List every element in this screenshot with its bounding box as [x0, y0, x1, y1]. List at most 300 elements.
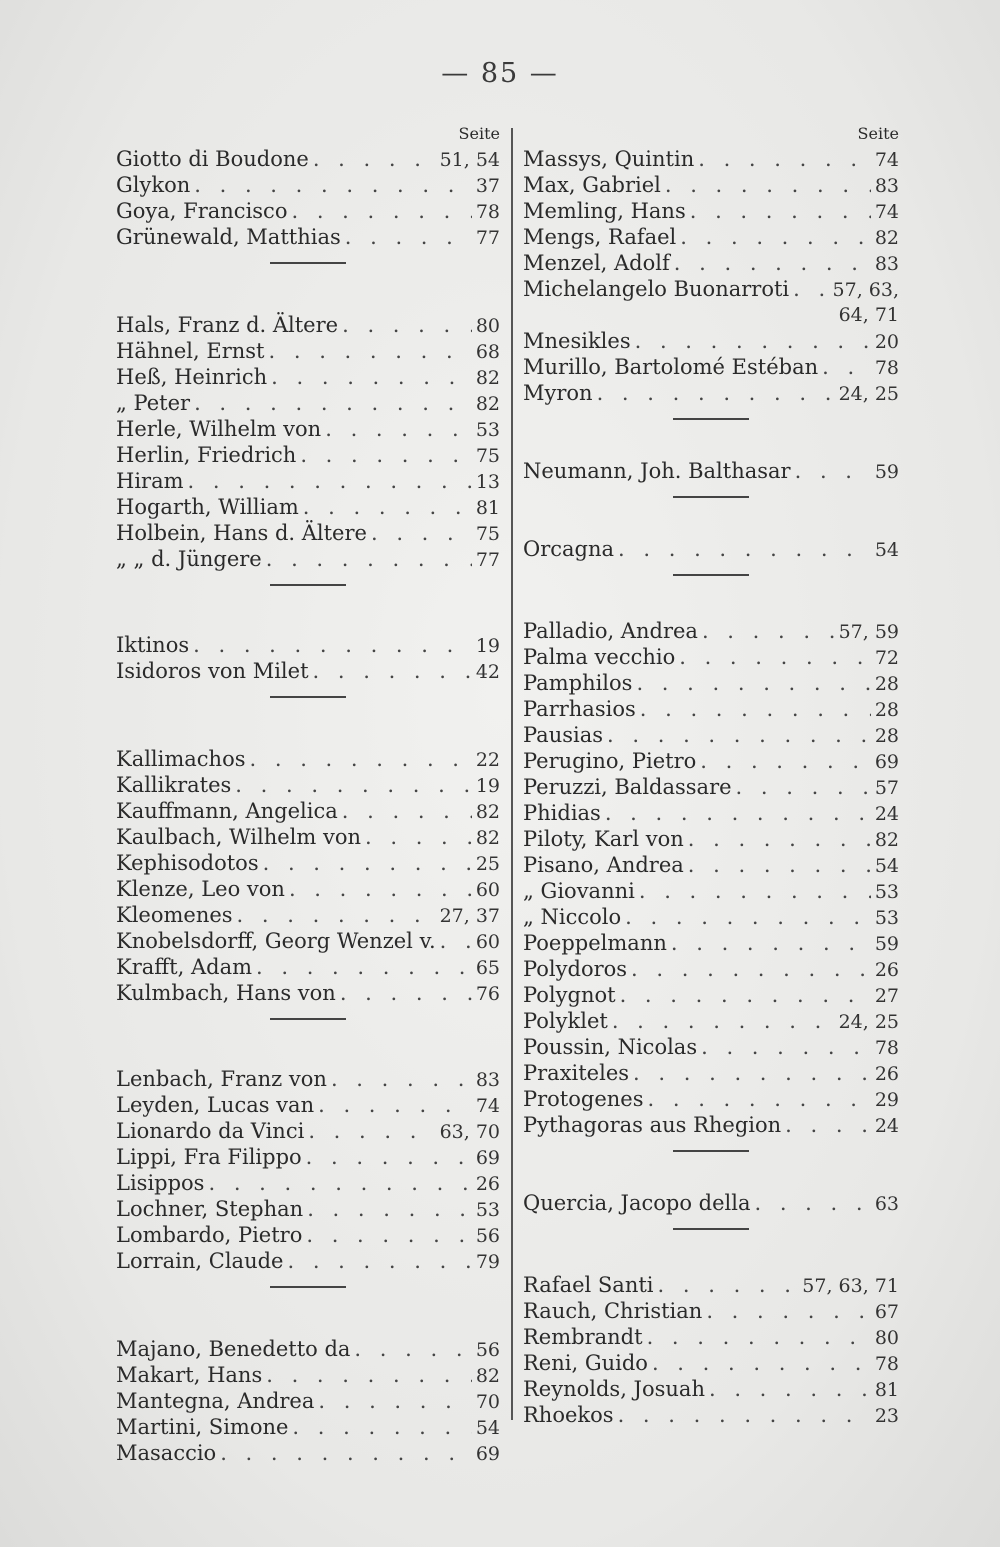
index-entry	[523, 878, 899, 904]
entry-name: Polydoros	[523, 957, 628, 981]
index-entry	[523, 146, 899, 172]
dot-leader	[237, 902, 436, 928]
dot-leader	[625, 904, 871, 930]
dot-leader	[365, 824, 472, 850]
entry-page-numbers: 53	[475, 419, 500, 441]
index-entry	[116, 1066, 500, 1092]
entry-name: Herle, Wilhelm von	[116, 417, 322, 441]
entry-page-numbers: 24	[874, 1115, 899, 1137]
entry-name: „ „ d. Jüngere	[116, 547, 262, 571]
index-entry	[116, 824, 500, 850]
entry-name: Reni, Guido	[523, 1351, 648, 1375]
entry-name: Mnesikles	[523, 329, 631, 353]
dot-leader	[679, 644, 871, 670]
entry-name: Max, Gabriel	[523, 173, 661, 197]
rule-line	[270, 262, 346, 264]
entry-name: Myron	[523, 381, 593, 405]
index-entry	[523, 800, 899, 826]
entry-name: Piloty, Karl von	[523, 827, 684, 851]
entry-page-numbers: 22	[475, 749, 500, 771]
index-column-right	[523, 122, 899, 1428]
dot-leader	[618, 1402, 871, 1428]
index-entry	[523, 644, 899, 670]
index-entry	[523, 328, 899, 354]
entry-page-numbers: 26	[874, 1063, 899, 1085]
entry-page-numbers: 60	[475, 931, 500, 953]
column-header-seite: Seite	[458, 124, 500, 143]
entry-name: Menzel, Adolf	[523, 251, 670, 275]
entry-page-numbers: 28	[874, 699, 899, 721]
entry-name: Rauch, Christian	[523, 1299, 703, 1323]
entry-name: Mantegna, Andrea	[116, 1389, 315, 1413]
rule-line	[270, 1286, 346, 1288]
dot-leader	[371, 520, 472, 546]
index-entry	[116, 1336, 500, 1362]
entry-page-numbers: 59	[874, 933, 899, 955]
entry-page-numbers: 20	[874, 331, 899, 353]
dot-leader	[342, 798, 472, 824]
dot-leader	[698, 146, 871, 172]
index-entry	[116, 172, 500, 198]
rule-line	[673, 496, 749, 498]
dot-leader	[607, 722, 871, 748]
index-entry	[523, 536, 899, 562]
rule-line	[673, 574, 749, 576]
entry-name: „ Niccolo	[523, 905, 622, 929]
section-divider-rule	[523, 562, 899, 618]
entry-name: Isidoros von Milet	[116, 659, 309, 683]
entry-name: „ Peter	[116, 391, 191, 415]
index-section	[523, 1272, 899, 1428]
dot-leader	[690, 198, 871, 224]
entry-page-numbers: 68	[475, 341, 500, 363]
entry-page-numbers: 26	[475, 1173, 500, 1195]
entry-name: Kallikrates	[116, 773, 232, 797]
dot-leader	[620, 982, 871, 1008]
entry-page-numbers: 67	[874, 1301, 899, 1323]
entry-name: Parrhasios	[523, 697, 636, 721]
entry-page-numbers: 79	[475, 1251, 500, 1273]
entry-page-numbers: 19	[475, 635, 500, 657]
index-entry	[116, 1144, 500, 1170]
entry-name: Hogarth, William	[116, 495, 299, 519]
entry-page-numbers: 74	[874, 149, 899, 171]
entry-name: Palladio, Andrea	[523, 619, 698, 643]
section-divider-rule	[523, 484, 899, 536]
dot-leader	[612, 1008, 835, 1034]
entry-page-numbers: 83	[475, 1069, 500, 1091]
index-entry	[523, 904, 899, 930]
dot-leader	[193, 632, 472, 658]
index-entry	[116, 1196, 500, 1222]
entry-name: Quercia, Jacopo della	[523, 1191, 751, 1215]
dot-leader	[640, 696, 871, 722]
index-section	[116, 146, 500, 250]
dot-leader	[671, 930, 871, 956]
dot-leader	[263, 850, 472, 876]
section-divider-rule	[523, 406, 899, 458]
entry-page-numbers: 77	[475, 227, 500, 249]
rule-line	[673, 1150, 749, 1152]
dot-leader	[658, 1272, 799, 1298]
entry-name: Poeppelmann	[523, 931, 667, 955]
dot-leader	[354, 1336, 471, 1362]
entry-name: Hähnel, Ernst	[116, 339, 265, 363]
entry-page-numbers: 56	[475, 1225, 500, 1247]
entry-page-numbers: 57, 59	[838, 621, 899, 643]
entry-page-numbers: 72	[874, 647, 899, 669]
entry-page-numbers: 24, 25	[838, 1011, 899, 1033]
dot-leader	[307, 1196, 472, 1222]
dot-leader	[308, 1118, 435, 1144]
dot-leader	[345, 224, 472, 250]
index-entry	[116, 746, 500, 772]
section-divider-rule	[116, 1274, 500, 1336]
entry-name: Peruzzi, Baldassare	[523, 775, 732, 799]
dot-leader	[702, 618, 835, 644]
dot-leader	[688, 826, 871, 852]
dot-leader	[652, 1350, 871, 1376]
dot-leader	[194, 390, 472, 416]
dot-leader	[266, 1362, 472, 1388]
entry-page-numbers: 51, 54	[439, 149, 500, 171]
index-entry	[116, 876, 500, 902]
entry-name: Polygnot	[523, 983, 616, 1007]
dot-leader	[688, 852, 871, 878]
entry-name: Krafft, Adam	[116, 955, 252, 979]
entry-page-numbers: 65	[475, 957, 500, 979]
entry-page-numbers: 82	[874, 227, 899, 249]
index-entry	[523, 618, 899, 644]
entry-page-numbers: 78	[874, 1037, 899, 1059]
index-entry	[116, 312, 500, 338]
dot-leader	[266, 546, 472, 572]
dot-leader	[618, 536, 871, 562]
index-entry	[523, 1086, 899, 1112]
index-entry	[523, 982, 899, 1008]
entry-name: Polyklet	[523, 1009, 608, 1033]
dot-leader	[292, 1414, 471, 1440]
column-divider	[511, 128, 513, 1420]
dot-leader	[635, 328, 871, 354]
index-entry	[523, 1298, 899, 1324]
entry-name: Orcagna	[523, 537, 615, 561]
index-entry	[523, 302, 899, 328]
entry-name: Rafael Santi	[523, 1273, 654, 1297]
entry-page-numbers: 60	[475, 879, 500, 901]
index-entry	[116, 494, 500, 520]
entry-name: Klenze, Leo von	[116, 877, 285, 901]
entry-name: Martini, Simone	[116, 1415, 289, 1439]
index-entry	[116, 1414, 500, 1440]
index-entry	[116, 1388, 500, 1414]
entry-name: Lionardo da Vinci	[116, 1119, 305, 1143]
section-divider-rule	[116, 250, 500, 312]
dot-leader	[793, 276, 828, 302]
index-section	[116, 746, 500, 1006]
index-entry	[116, 224, 500, 250]
entry-name: Kallimachos	[116, 747, 246, 771]
dot-leader	[313, 658, 472, 684]
section-divider-rule	[116, 684, 500, 746]
entry-page-numbers: 13	[475, 471, 500, 493]
dot-leader	[325, 416, 472, 442]
dot-leader	[706, 1298, 871, 1324]
dot-leader	[300, 442, 471, 468]
index-entry	[523, 670, 899, 696]
dot-leader	[220, 1440, 472, 1466]
entry-page-numbers: 27	[874, 985, 899, 1007]
entry-page-numbers: 83	[874, 175, 899, 197]
index-entry	[523, 722, 899, 748]
entry-name: Perugino, Pietro	[523, 749, 697, 773]
entry-page-numbers: 27, 37	[439, 905, 500, 927]
dot-leader	[306, 1144, 472, 1170]
index-entry	[116, 468, 500, 494]
dot-leader	[633, 1060, 871, 1086]
index-entry	[116, 1222, 500, 1248]
entry-name: Holbein, Hans d. Ältere	[116, 521, 367, 545]
entry-page-numbers: 80	[475, 315, 500, 337]
entry-name: Heß, Heinrich	[116, 365, 268, 389]
entry-page-numbers: 24	[874, 803, 899, 825]
dot-leader	[795, 458, 871, 484]
entry-name: Poussin, Nicolas	[523, 1035, 698, 1059]
entry-page-numbers: 54	[874, 855, 899, 877]
index-entry	[523, 198, 899, 224]
index-entry	[116, 1170, 500, 1196]
index-entry	[116, 772, 500, 798]
index-entry	[116, 416, 500, 442]
section-divider-rule	[116, 572, 500, 632]
entry-name: Kaulbach, Wilhelm von	[116, 825, 361, 849]
entry-page-numbers: 26	[874, 959, 899, 981]
rule-line	[270, 696, 346, 698]
dot-leader	[313, 146, 436, 172]
index-section	[116, 1066, 500, 1274]
entry-page-numbers: 25	[475, 853, 500, 875]
index-entry	[116, 798, 500, 824]
entry-name: Lombardo, Pietro	[116, 1223, 303, 1247]
entry-page-numbers: 82	[475, 827, 500, 849]
dot-leader	[736, 774, 871, 800]
dot-leader	[208, 1170, 471, 1196]
dot-leader	[597, 380, 835, 406]
entry-page-numbers: 56	[475, 1339, 500, 1361]
index-section	[116, 632, 500, 684]
entry-name: Pausias	[523, 723, 604, 747]
entry-page-numbers: 77	[475, 549, 500, 571]
entry-name: Phidias	[523, 801, 601, 825]
dot-leader	[250, 746, 472, 772]
section-divider-rule	[523, 1216, 899, 1272]
entry-page-numbers: 82	[475, 393, 500, 415]
entry-page-numbers: 81	[475, 497, 500, 519]
index-entry	[116, 928, 500, 954]
dot-leader	[331, 1066, 472, 1092]
dot-leader	[306, 1222, 471, 1248]
entry-name: Murillo, Bartolomé Estéban	[523, 355, 819, 379]
index-section	[116, 1336, 500, 1466]
index-entry	[116, 1362, 500, 1388]
entry-page-numbers: 82	[475, 367, 500, 389]
entry-name: Knobelsdorff, Georg Wenzel v.	[116, 929, 436, 953]
dot-leader	[647, 1324, 871, 1350]
dot-leader	[188, 468, 472, 494]
entry-name: Herlin, Friedrich	[116, 443, 297, 467]
dot-leader	[256, 954, 472, 980]
index-entry	[523, 1272, 899, 1298]
entry-page-numbers: 78	[874, 357, 899, 379]
entry-page-numbers: 83	[874, 253, 899, 275]
entry-name: Glykon	[116, 173, 191, 197]
dot-leader	[700, 748, 871, 774]
entry-page-numbers: 74	[475, 1095, 500, 1117]
entry-name: Lisippos	[116, 1171, 205, 1195]
dot-leader	[639, 878, 871, 904]
dot-leader	[631, 956, 871, 982]
rule-line	[673, 418, 749, 420]
entry-page-numbers: 57, 63, 71	[802, 1275, 899, 1297]
index-sections-right	[523, 146, 899, 1428]
entry-page-numbers: 42	[475, 661, 500, 683]
rule-line	[673, 1228, 749, 1230]
dot-leader	[709, 1376, 871, 1402]
index-section	[116, 312, 500, 572]
entry-name: Lochner, Stephan	[116, 1197, 304, 1221]
dot-leader	[287, 1248, 471, 1274]
entry-name: Makart, Hans	[116, 1363, 263, 1387]
page-number: — 85 —	[441, 58, 559, 89]
entry-name: Praxiteles	[523, 1061, 630, 1085]
index-section	[523, 618, 899, 1138]
entry-page-numbers: 78	[874, 1353, 899, 1375]
entry-name: Hiram	[116, 469, 184, 493]
dot-leader	[271, 364, 472, 390]
index-entry	[523, 1190, 899, 1216]
entry-name: Grünewald, Matthias	[116, 225, 341, 249]
entry-page-numbers: 80	[874, 1327, 899, 1349]
entry-name: Kulmbach, Hans von	[116, 981, 336, 1005]
entry-name: Memling, Hans	[523, 199, 686, 223]
entry-name: Massys, Quintin	[523, 147, 695, 171]
index-entry	[523, 956, 899, 982]
dot-leader	[648, 1086, 871, 1112]
entry-page-numbers: 69	[475, 1443, 500, 1465]
index-column-left	[116, 122, 500, 1466]
entry-page-numbers: 70	[475, 1391, 500, 1413]
entry-page-numbers: 57	[874, 777, 899, 799]
index-entry	[523, 1034, 899, 1060]
index-entry	[116, 364, 500, 390]
dot-leader	[701, 1034, 871, 1060]
dot-leader	[605, 800, 871, 826]
dot-leader	[318, 1388, 471, 1414]
index-entry	[116, 954, 500, 980]
index-section	[523, 458, 899, 484]
index-entry	[523, 1060, 899, 1086]
index-section	[523, 1190, 899, 1216]
index-entry	[523, 774, 899, 800]
index-section	[523, 146, 899, 406]
index-entry	[523, 1402, 899, 1428]
index-entry	[116, 198, 500, 224]
dot-leader	[754, 1190, 870, 1216]
entry-name: Neumann, Joh. Balthasar	[523, 459, 791, 483]
rule-line	[270, 1018, 346, 1020]
index-entry	[116, 1440, 500, 1466]
entry-page-numbers: 63, 70	[439, 1121, 500, 1143]
index-entry	[523, 354, 899, 380]
entry-name: Lorrain, Claude	[116, 1249, 284, 1273]
index-entry	[116, 980, 500, 1006]
entry-page-numbers: 53	[874, 881, 899, 903]
entry-name: Kauffmann, Angelica	[116, 799, 338, 823]
index-entry	[523, 380, 899, 406]
dot-leader	[235, 772, 472, 798]
dot-leader	[340, 980, 472, 1006]
entry-page-numbers: 28	[874, 725, 899, 747]
dot-leader	[440, 928, 472, 954]
dot-leader	[674, 250, 871, 276]
entry-name: Majano, Benedetto da	[116, 1337, 351, 1361]
entry-page-numbers: 81	[874, 1379, 899, 1401]
dot-leader	[289, 876, 472, 902]
rule-line	[270, 584, 346, 586]
entry-name: Goya, Francisco	[116, 199, 288, 223]
index-entry	[523, 1008, 899, 1034]
entry-page-numbers: 75	[475, 523, 500, 545]
entry-name: Lenbach, Franz von	[116, 1067, 327, 1091]
entry-name: Mengs, Rafael	[523, 225, 677, 249]
entry-name: Reynolds, Josuah	[523, 1377, 705, 1401]
entry-name: Rhoekos	[523, 1403, 614, 1427]
entry-page-numbers: 82	[874, 829, 899, 851]
section-divider-rule	[523, 1138, 899, 1190]
entry-page-numbers: 54	[475, 1417, 500, 1439]
entry-page-numbers: 57, 63,	[832, 279, 899, 301]
index-entry	[523, 1324, 899, 1350]
column-header-seite: Seite	[857, 124, 899, 143]
entry-name: Masaccio	[116, 1441, 217, 1465]
index-entry	[523, 1376, 899, 1402]
dot-leader	[342, 312, 472, 338]
entry-page-numbers: 53	[874, 907, 899, 929]
index-entry	[523, 826, 899, 852]
entry-name: Pamphilos	[523, 671, 633, 695]
index-entry	[523, 250, 899, 276]
index-entry	[523, 458, 899, 484]
index-entry	[523, 1350, 899, 1376]
entry-page-numbers: 69	[475, 1147, 500, 1169]
index-entry	[116, 850, 500, 876]
entry-page-numbers: 53	[475, 1199, 500, 1221]
entry-name: Palma vecchio	[523, 645, 676, 669]
entry-page-numbers: 24, 25	[838, 383, 899, 405]
dot-leader	[269, 338, 472, 364]
dot-leader	[822, 354, 871, 380]
index-entry	[116, 632, 500, 658]
index-entry	[523, 172, 899, 198]
entry-page-numbers: 54	[874, 539, 899, 561]
entry-name: Kleomenes	[116, 903, 233, 927]
dot-leader	[785, 1112, 871, 1138]
index-entry	[116, 520, 500, 546]
index-entry	[523, 930, 899, 956]
index-entry	[523, 276, 899, 302]
index-entry	[116, 390, 500, 416]
entry-name: Michelangelo Buonarroti	[523, 277, 790, 301]
